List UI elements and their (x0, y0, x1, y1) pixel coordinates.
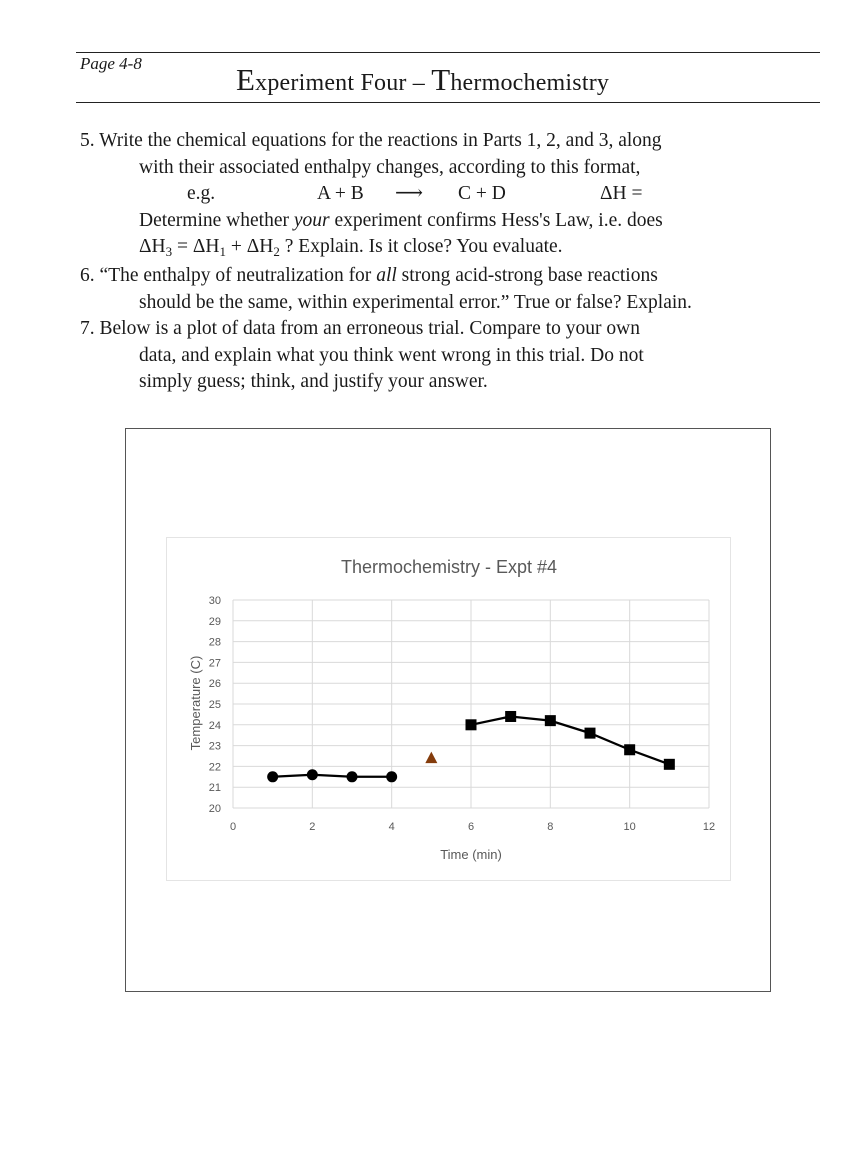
x-tick-label: 4 (388, 821, 395, 833)
q5-line4-b: experiment confirms Hess's Law, i.e. does (329, 209, 663, 231)
title-first-rest: xperiment Four (255, 70, 407, 96)
hess-equals: = (172, 236, 193, 258)
page-title (236, 62, 609, 98)
data-point-square (545, 715, 556, 726)
title-second-cap: T (431, 62, 451, 97)
y-tick-label: 26 (208, 678, 221, 691)
q5-line1: Write the chemical equations for the reactions in Parts 1, 2, and 3, along (99, 130, 662, 151)
y-tick-label: 22 (208, 761, 221, 774)
y-tick-label: 21 (208, 782, 221, 795)
chart-title: Thermochemistry - Expt #4 (340, 557, 558, 577)
q5-example-row (80, 181, 820, 208)
y-tick-label: 25 (208, 699, 221, 711)
y-tick-label: 23 (208, 740, 221, 753)
x-tick-label: 0 (229, 821, 237, 833)
data-point-circle (386, 771, 397, 782)
data-point-circle (267, 771, 278, 782)
title-dash: – (412, 70, 425, 96)
chart-area (166, 537, 731, 881)
hess-plus: + (226, 236, 247, 258)
y-tick-label: 28 (208, 636, 221, 649)
series-line-after-mixing (471, 716, 669, 764)
data-point-square (624, 744, 635, 755)
q6-line1-emphasis: all (376, 265, 397, 286)
q5-line5 (80, 234, 820, 261)
q5-line4-a: Determine whether (139, 209, 294, 231)
x-tick-label: 6 (467, 821, 475, 833)
q5-example-lhs: A + B (317, 183, 364, 205)
question-6 (80, 263, 820, 316)
hess-dh3: ΔH (139, 236, 166, 258)
hess-sub2: 2 (273, 244, 280, 260)
q5-number: 5. (80, 130, 95, 151)
data-point-square (505, 711, 516, 722)
reaction-arrow: ⟶ (395, 183, 423, 205)
y-axis-label: Temperature (C) (188, 655, 203, 751)
hess-sub3: 3 (165, 244, 173, 260)
hess-sub1: 1 (219, 244, 226, 260)
data-point-square (664, 759, 675, 770)
question-5 (80, 128, 820, 261)
q5-example-dh: ΔH = (600, 183, 643, 205)
q5-line4 (80, 208, 820, 235)
page-label: Page 4-8 (80, 54, 142, 73)
q5-example-rhs: C + D (458, 183, 506, 205)
header-bottom-rule (76, 102, 820, 103)
q5-line2: with their associated enthalpy changes, according to this format, (139, 156, 641, 178)
x-tick-label: 8 (547, 821, 554, 833)
data-point-triangle (425, 752, 437, 764)
q6-line2: should be the same, within experimental error.” True or false? Explain. (139, 291, 692, 313)
q5-line5-tail: ? Explain. Is it close? You evaluate. (279, 236, 563, 258)
temperature-chart (167, 538, 730, 880)
y-tick-label: 20 (208, 803, 221, 815)
x-tick-label: 10 (623, 821, 636, 833)
q7-line2: data, and explain what you think went wrong in this trial. Do not (139, 344, 644, 366)
data-point-square (466, 719, 477, 730)
hess-dh2: ΔH (246, 236, 274, 258)
q5-line4-emphasis: your (293, 209, 330, 231)
data-point-circle (307, 769, 318, 780)
q7-line1: Below is a plot of data from an erroneous trial. Compare to your own (99, 318, 640, 339)
title-first-cap: E (236, 62, 256, 97)
y-tick-label: 24 (208, 719, 221, 732)
data-point-square (585, 728, 596, 739)
q6-line1-a: “The enthalpy of neutralization for (99, 265, 377, 286)
series-line-before-mixing (273, 775, 392, 777)
data-point-circle (347, 771, 358, 782)
y-tick-label: 30 (208, 595, 221, 607)
q7-number: 7. (80, 318, 95, 339)
x-axis-label: Time (min) (440, 847, 502, 862)
q6-line1-b: strong acid-strong base reactions (396, 265, 658, 286)
header-top-rule (76, 52, 820, 53)
x-tick-label: 2 (309, 821, 316, 833)
q7-line3: simply guess; think, and justify your answer. (139, 371, 488, 393)
hess-dh1: ΔH (192, 236, 220, 258)
y-tick-label: 29 (208, 615, 221, 628)
q6-number: 6. (80, 265, 95, 286)
question-7 (80, 316, 820, 396)
title-second-rest: hermochemistry (450, 70, 610, 96)
y-tick-label: 27 (208, 657, 221, 670)
x-tick-label: 12 (702, 821, 716, 833)
q5-example-label: e.g. (187, 183, 216, 205)
